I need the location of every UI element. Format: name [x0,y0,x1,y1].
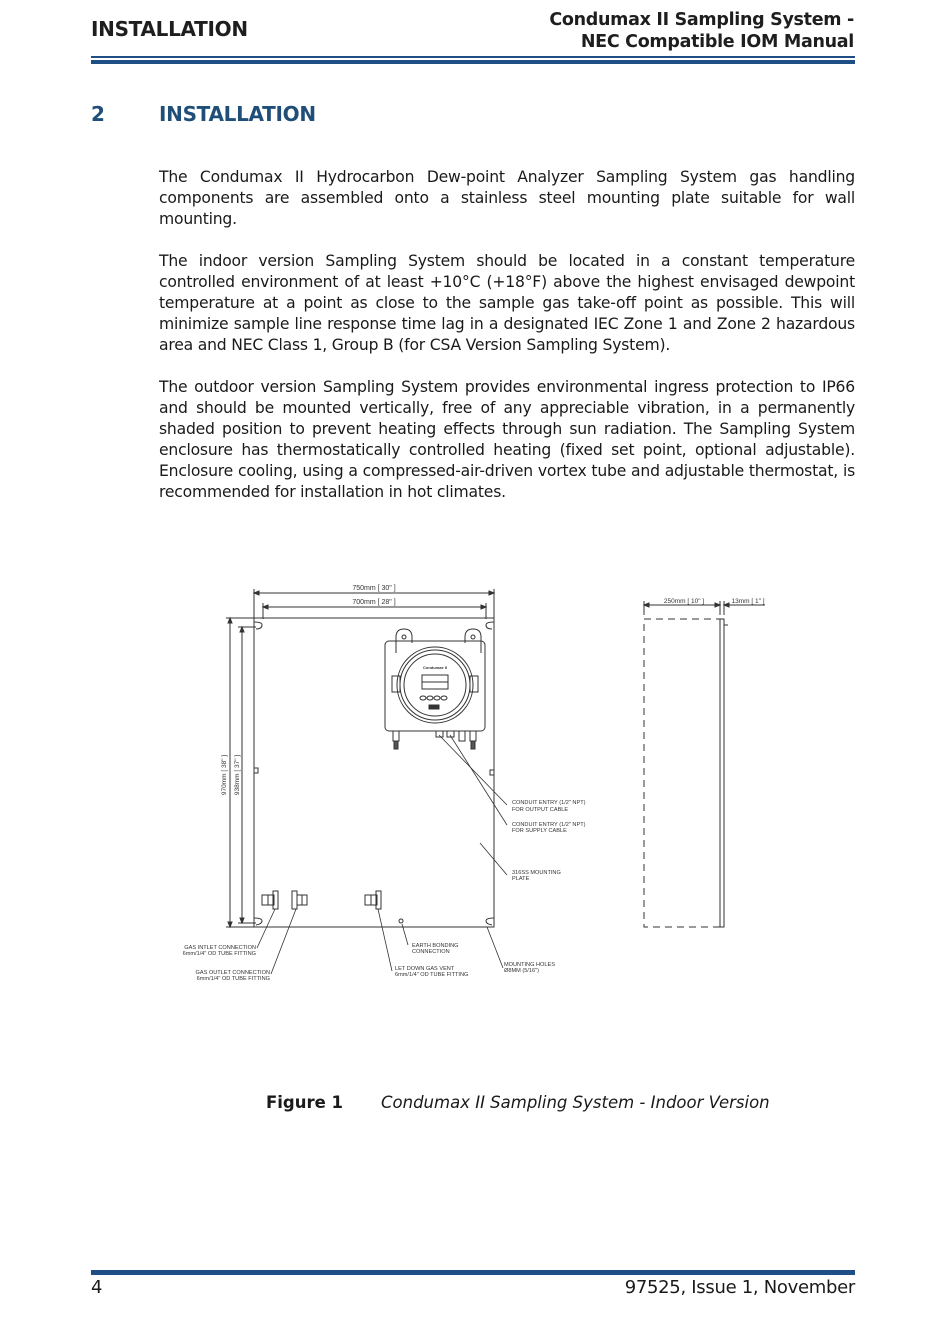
technical-drawing [160,575,800,995]
dimension-hole-height [234,627,256,923]
svg-text:FOR OUTPUT CABLE: FOR OUTPUT CABLE [512,807,569,813]
svg-text:750mm [ 30" ]: 750mm [ 30" ] [352,585,396,592]
paragraph: The indoor version Sampling System should be located in a constant temperature controlled environment of at least +10°C (+18°F) above the highest envisaged dewpoint temperature at a point as close to the sample gas take-off point as possible. This will minimize sample line response time lag in a designated IEC Zone 1 and Zone 2 hazardous area and NEC Class 1, Group B (for CSA Version Sampling System). [159,252,855,354]
running-header-title [549,9,854,53]
side-view [644,598,765,927]
figure-caption-label: Figure 1 [266,1093,344,1112]
svg-text:Condumax II: Condumax II [422,665,448,670]
svg-text:EARTH BONDING: EARTH BONDING [412,943,459,949]
figure-caption-text: Condumax II Sampling System - Indoor Version [381,1093,770,1112]
analyzer-enclosure [385,629,485,749]
header-rule-thin [91,56,855,58]
svg-text:GAS INTLET CONNECTION: GAS INTLET CONNECTION [184,945,256,951]
svg-text:970mm [ 38" ]: 970mm [ 38" ] [221,754,228,796]
doc-title-line1: Condumax II Sampling System - [549,10,854,30]
letdown-vent-fitting [365,891,381,909]
gas-inlet-fitting [262,891,278,909]
gas-outlet-fitting [292,891,307,909]
running-header-section: INSTALLATION [91,17,248,41]
svg-text:PLATE: PLATE [512,876,530,882]
leader-lines [257,735,507,974]
svg-text:700mm [ 28" ]: 700mm [ 28" ] [352,599,396,606]
svg-text:CONNECTION: CONNECTION [412,949,450,955]
svg-text:6mm/1/4" OD TUBE FITTING: 6mm/1/4" OD TUBE FITTING [182,951,256,957]
page-number: 4 [91,1277,103,1298]
svg-text:FOR SUPPLY CABLE: FOR SUPPLY CABLE [512,828,567,834]
paragraph: The Condumax II Hydrocarbon Dew-point Analyzer Sampling System gas handling components are assembled onto a stainless steel mounting plate suitable for wall mounting. [159,168,855,228]
section-number: 2 [91,102,105,126]
paragraph: The outdoor version Sampling System provides environmental ingress protection to IP66 and should be mounted vertically, free of any appreciable vibration, in a permanently shaded position to prevent heating effects through sun radiation. The Sampling System enclosure has thermostatically controlled heating (fixed set point, optional adjustable). Enclosure cooling, using a compressed-air-driven vortex tube and adjustable thermostat, is recommended for installation in hot climates. [159,378,855,501]
dimension-hole-width [263,599,486,619]
header-rule-thick [91,60,855,64]
svg-text:CONDUIT ENTRY (1/2" NPT): CONDUIT ENTRY (1/2" NPT) [512,800,586,806]
callout-labels [183,800,586,982]
svg-text:250mm [ 10" ]: 250mm [ 10" ] [663,598,705,605]
svg-text:316SS MOUNTING: 316SS MOUNTING [512,870,561,876]
body-text [159,167,855,524]
svg-text:938mm [ 37" ]: 938mm [ 37" ] [234,754,241,796]
svg-text:LET DOWN GAS VENT: LET DOWN GAS VENT [395,966,455,972]
svg-text:6mm/1/4" OD TUBE FITTING: 6mm/1/4" OD TUBE FITTING [395,972,469,978]
document-reference: 97525, Issue 1, November [624,1277,855,1298]
section-title: INSTALLATION [159,102,316,126]
svg-text:6mm/1/4" OD TUBE FITTING: 6mm/1/4" OD TUBE FITTING [196,976,270,982]
svg-text:CONDUIT ENTRY (1/2" NPT): CONDUIT ENTRY (1/2" NPT) [512,822,586,828]
svg-text:13mm [ 1" ]: 13mm [ 1" ] [731,598,765,605]
earth-bonding-point [399,919,403,923]
svg-text:Ø8MM (5/16"): Ø8MM (5/16") [504,968,539,974]
footer-rule [91,1270,855,1275]
doc-title-line2: NEC Compatible IOM Manual [580,32,854,52]
svg-text:GAS OUTLET CONNECTION: GAS OUTLET CONNECTION [195,970,270,976]
svg-text:MOUNTING HOLES: MOUNTING HOLES [504,962,555,968]
